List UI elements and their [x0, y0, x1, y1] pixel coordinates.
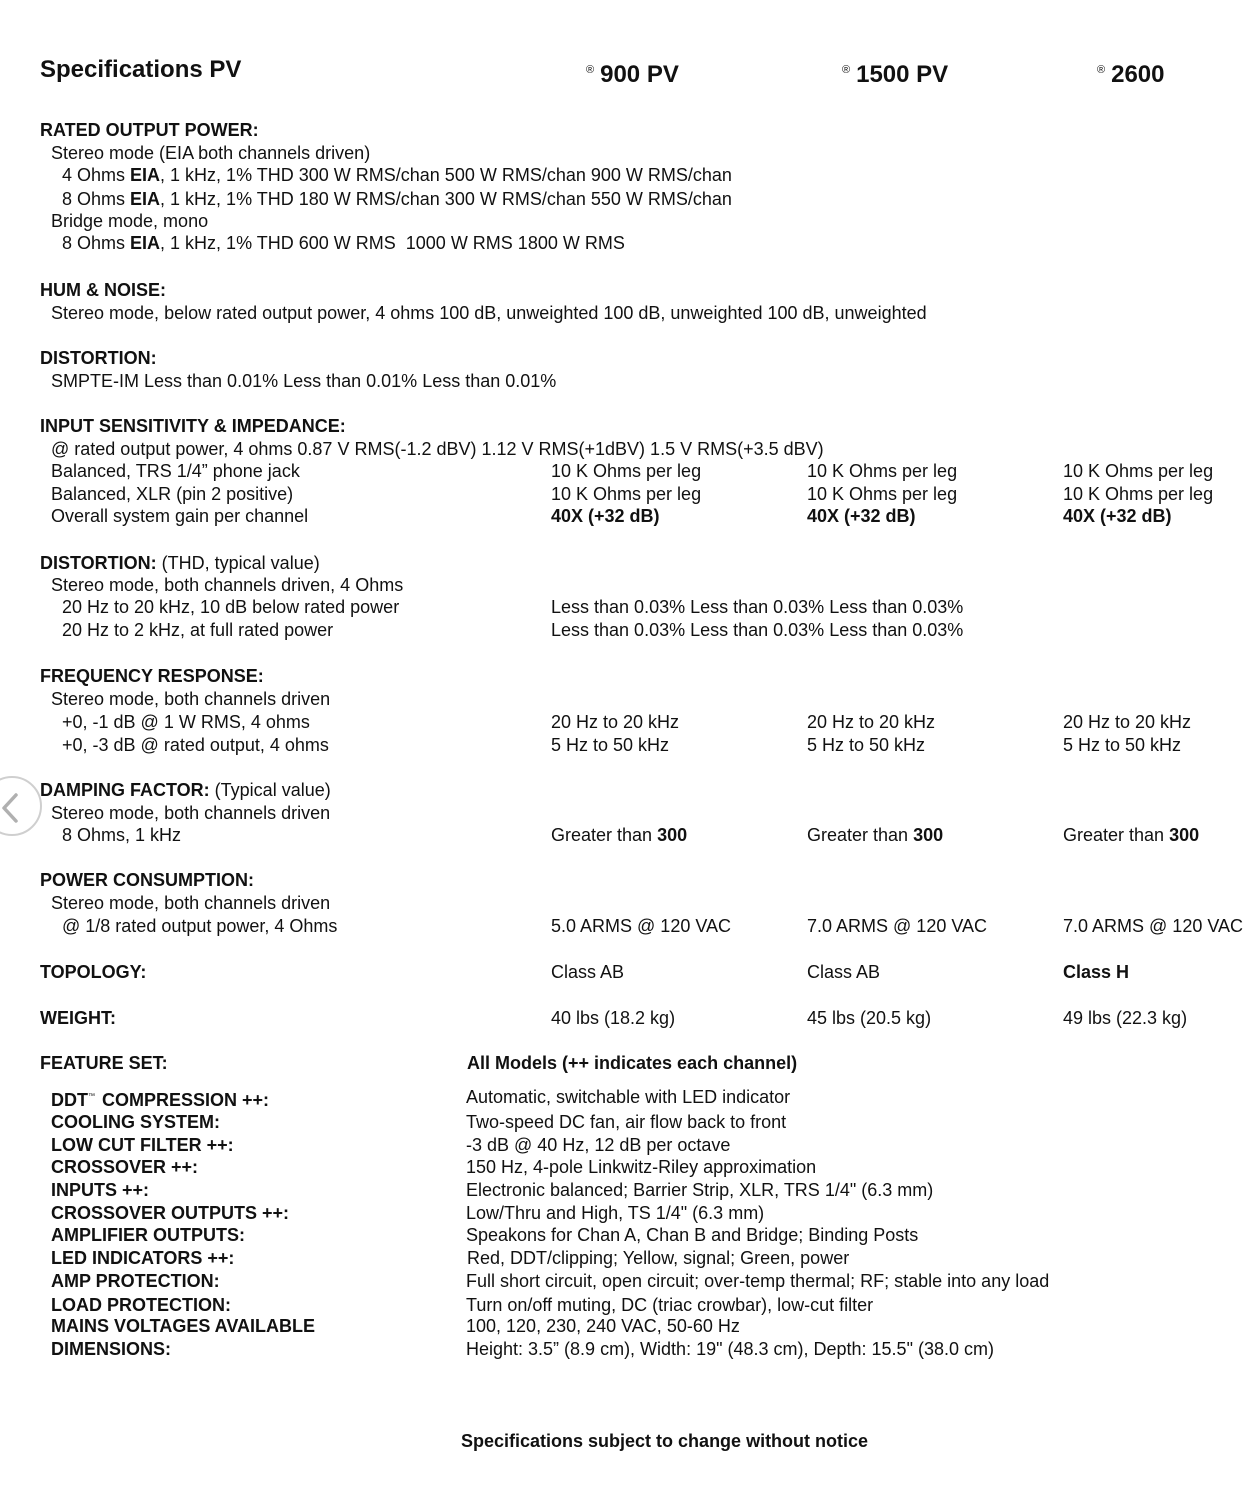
feature-set-subheading: All Models (++ indicates each channel) [467, 1053, 798, 1073]
rated-bridge-label: Bridge mode, mono [51, 211, 209, 231]
xlr-value-2600: 10 K Ohms per leg [1063, 484, 1214, 504]
row-values: , 1 kHz, 1% THD 600 W RMS 1000 W RMS 1800 W RMS [160, 233, 625, 253]
row-values: , 1 kHz, 1% THD 180 W RMS/chan 300 W RMS/chan 550 W RMS/chan [160, 189, 732, 209]
section-heading-frequency-response: FREQUENCY RESPONSE: [40, 666, 264, 686]
value-number: 300 [657, 825, 688, 845]
feature-value-cooling: Two-speed DC fan, air flow back to front [466, 1112, 787, 1132]
model-header-2600 [1097, 56, 1165, 89]
feature-value-amp-protection: Full short circuit, open circuit; over-temp thermal; RF; stable into any load [466, 1271, 1050, 1291]
freq-row2-label: +0, -3 dB @ rated output, 4 ohms [62, 735, 329, 755]
trs-label: Balanced, TRS 1/4” phone jack [51, 461, 300, 481]
gain-value-2600: 40X (+32 dB) [1063, 506, 1172, 526]
section-heading-power-consumption: POWER CONSUMPTION: [40, 870, 254, 890]
feature-value-ddt: Automatic, switchable with LED indicator [466, 1087, 791, 1107]
feature-label-mains-voltages: MAINS VOLTAGES AVAILABLE [51, 1316, 315, 1336]
damping-value-900 [551, 824, 687, 846]
freq-row2-value-900: 5 Hz to 50 kHz [551, 735, 670, 755]
thd-row1-value: Less than 0.03% Less than 0.03% Less than 0.03% [551, 597, 964, 617]
section-heading-hum-noise: HUM & NOISE: [40, 280, 166, 300]
eia-label: EIA [130, 189, 161, 209]
value-prefix: Greater than [551, 825, 658, 845]
eia-label: EIA [130, 233, 161, 253]
trs-value-900: 10 K Ohms per leg [551, 461, 702, 481]
feature-value-amplifier-outputs: Speakons for Chan A, Chan B and Bridge; Binding Posts [466, 1225, 919, 1245]
damping-value-1500 [807, 824, 943, 846]
freq-row2-value-2600: 5 Hz to 50 kHz [1063, 735, 1182, 755]
weight-value-900: 40 lbs (18.2 kg) [551, 1008, 676, 1028]
section-heading-distortion-thd [40, 552, 320, 574]
section-heading-distortion-smpte: DISTORTION: [40, 348, 157, 368]
trs-value-1500: 10 K Ohms per leg [807, 461, 958, 481]
section-heading-weight: WEIGHT: [40, 1008, 116, 1028]
topology-value-900: Class AB [551, 962, 625, 982]
trs-value-2600: 10 K Ohms per leg [1063, 461, 1214, 481]
feature-value-load-protection: Turn on/off muting, DC (triac crowbar), low-cut filter [466, 1295, 874, 1315]
feature-value-led-indicators: Red, DDT/clipping; Yellow, signal; Green, power [467, 1248, 850, 1268]
rated-8ohm-row [62, 188, 732, 210]
eia-label: EIA [130, 165, 161, 185]
feature-label-amp-protection: AMP PROTECTION: [51, 1271, 220, 1291]
registered-mark: ® [842, 64, 851, 76]
smpte-row: SMPTE-IM Less than 0.01% Less than 0.01% Less than 0.01% [51, 371, 557, 391]
gain-label: Overall system gain per channel [51, 506, 309, 526]
page-title: Specifications PV [40, 56, 242, 83]
feature-label-inputs: INPUTS ++: [51, 1180, 150, 1200]
power-stereo-label: Stereo mode, both channels driven [51, 893, 331, 913]
value-number: 300 [913, 825, 944, 845]
power-row-label: @ 1/8 rated output power, 4 Ohms [62, 916, 338, 936]
feature-label-led-indicators: LED INDICATORS ++: [51, 1248, 235, 1268]
feature-label-cooling: COOLING SYSTEM: [51, 1112, 221, 1132]
value-number: 300 [1169, 825, 1200, 845]
feature-label-dimensions: DIMENSIONS: [51, 1339, 172, 1359]
thd-stereo-label: Stereo mode, both channels driven, 4 Ohms [51, 575, 404, 595]
power-value-1500: 7.0 ARMS @ 120 VAC [807, 916, 988, 936]
feature-value-crossover: 150 Hz, 4-pole Linkwitz-Riley approximation [466, 1157, 817, 1177]
model-name: 900 PV [600, 61, 679, 88]
freq-row1-label: +0, -1 dB @ 1 W RMS, 4 ohms [62, 712, 310, 732]
damping-row-label: 8 Ohms, 1 kHz [62, 825, 182, 845]
rated-bridge-row [62, 232, 625, 254]
chevron-left-icon [0, 791, 28, 825]
value-prefix: Greater than [1063, 825, 1170, 845]
heading-note: (THD, typical value) [156, 553, 320, 573]
feature-label-low-cut: LOW CUT FILTER ++: [51, 1135, 234, 1155]
back-button[interactable] [0, 776, 42, 836]
section-heading-damping-factor [40, 779, 331, 801]
topology-value-1500: Class AB [807, 962, 881, 982]
model-name: 2600 [1111, 61, 1165, 88]
model-header-900 [586, 56, 679, 89]
feature-value-crossover-outputs: Low/Thru and High, TS 1/4" (6.3 mm) [466, 1203, 765, 1223]
xlr-value-900: 10 K Ohms per leg [551, 484, 702, 504]
value-prefix: Greater than [807, 825, 914, 845]
gain-value-900: 40X (+32 dB) [551, 506, 660, 526]
feature-value-mains-voltages: 100, 120, 230, 240 VAC, 50-60 Hz [466, 1316, 740, 1336]
damping-value-2600 [1063, 824, 1199, 846]
feature-label-ddt [51, 1086, 269, 1111]
feature-value-dimensions: Height: 3.5” (8.9 cm), Width: 19" (48.3 cm), Depth: 15.5" (38.0 cm) [466, 1339, 994, 1359]
heading-note: (Typical value) [209, 780, 331, 800]
section-heading-input-sensitivity: INPUT SENSITIVITY & IMPEDANCE: [40, 416, 346, 436]
xlr-label: Balanced, XLR (pin 2 positive) [51, 484, 294, 504]
ddt-text: DDT [51, 1090, 88, 1110]
model-name: 1500 PV [856, 61, 949, 88]
section-heading-topology: TOPOLOGY: [40, 962, 147, 982]
input-sensitivity-row: @ rated output power, 4 ohms 0.87 V RMS(-1.2 dBV) 1.12 V RMS(+1dBV) 1.5 V RMS(+3.5 dBV) [51, 439, 824, 459]
row-prefix: 4 Ohms [62, 165, 131, 185]
heading-text: DAMPING FACTOR: [40, 780, 210, 800]
damping-stereo-label: Stereo mode, both channels driven [51, 803, 331, 823]
feature-value-inputs: Electronic balanced; Barrier Strip, XLR, TRS 1/4" (6.3 mm) [466, 1180, 934, 1200]
section-heading-rated-output: RATED OUTPUT POWER: [40, 120, 259, 140]
registered-mark: ® [586, 64, 595, 76]
hum-noise-row: Stereo mode, below rated output power, 4 ohms 100 dB, unweighted 100 dB, unweighted 100 dB, unweighted [51, 303, 927, 323]
power-value-2600: 7.0 ARMS @ 120 VAC [1063, 916, 1244, 936]
feature-label-crossover-outputs: CROSSOVER OUTPUTS ++: [51, 1203, 290, 1223]
freq-row1-value-900: 20 Hz to 20 kHz [551, 712, 680, 732]
freq-row1-value-2600: 20 Hz to 20 kHz [1063, 712, 1192, 732]
thd-row2-label: 20 Hz to 2 kHz, at full rated power [62, 620, 334, 640]
footer-notice: Specifications subject to change without notice [461, 1431, 869, 1451]
freq-row2-value-1500: 5 Hz to 50 kHz [807, 735, 926, 755]
thd-row1-label: 20 Hz to 20 kHz, 10 dB below rated power [62, 597, 400, 617]
xlr-value-1500: 10 K Ohms per leg [807, 484, 958, 504]
feature-label-crossover: CROSSOVER ++: [51, 1157, 199, 1177]
weight-value-1500: 45 lbs (20.5 kg) [807, 1008, 932, 1028]
freq-row1-value-1500: 20 Hz to 20 kHz [807, 712, 936, 732]
feature-label-load-protection: LOAD PROTECTION: [51, 1295, 231, 1315]
feature-label-amplifier-outputs: AMPLIFIER OUTPUTS: [51, 1225, 245, 1245]
row-prefix: 8 Ohms [62, 189, 131, 209]
weight-value-2600: 49 lbs (22.3 kg) [1063, 1008, 1188, 1028]
rated-stereo-label: Stereo mode (EIA both channels driven) [51, 143, 371, 163]
topology-value-2600: Class H [1063, 962, 1130, 982]
model-header-1500 [842, 56, 948, 89]
ddt-suffix: COMPRESSION ++: [97, 1090, 270, 1110]
feature-value-low-cut: -3 dB @ 40 Hz, 12 dB per octave [466, 1135, 731, 1155]
section-heading-feature-set: FEATURE SET: [40, 1053, 168, 1073]
trademark-mark: ™ [88, 1093, 95, 1100]
row-prefix: 8 Ohms [62, 233, 131, 253]
row-values: , 1 kHz, 1% THD 300 W RMS/chan 500 W RMS/chan 900 W RMS/chan [160, 165, 732, 185]
freq-stereo-label: Stereo mode, both channels driven [51, 689, 331, 709]
rated-4ohm-row [62, 164, 732, 186]
gain-value-1500: 40X (+32 dB) [807, 506, 916, 526]
registered-mark: ® [1097, 64, 1106, 76]
thd-row2-value: Less than 0.03% Less than 0.03% Less than 0.03% [551, 620, 964, 640]
power-value-900: 5.0 ARMS @ 120 VAC [551, 916, 732, 936]
heading-text: DISTORTION: [40, 553, 157, 573]
